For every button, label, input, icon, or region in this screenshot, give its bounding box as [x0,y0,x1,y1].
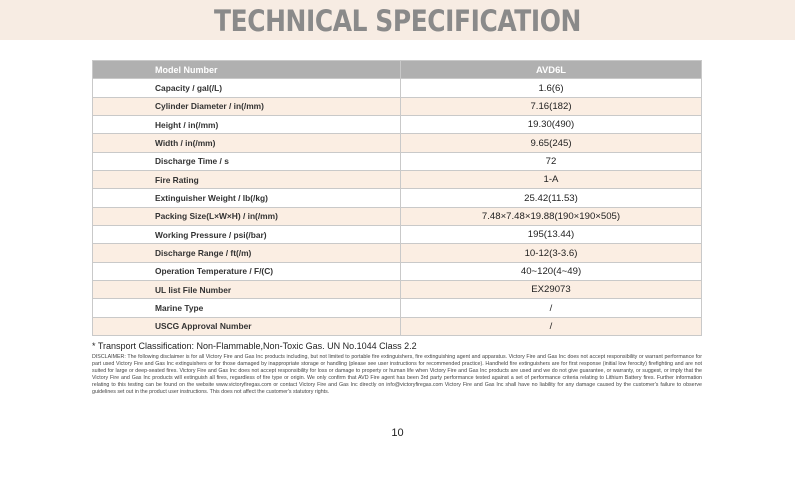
row-label: UL list File Number [93,281,401,299]
spec-table [92,60,702,336]
header-label: Model Number [93,61,401,79]
disclaimer-text: DISCLAIMER: The following disclaimer is for all Victory Fire and Gas Inc products including, but not limited to portable fire extinguishers, fire extinguishing agent and apparatus. Victory Fire and Gas Inc does not accept responsibility or warrant performance for part used Victory Fire and Gas Inc extinguishers or for those damaged by inappropriate storage or handling (please see user instructions for recommended practice). Handheld fire extinguishers are for first response (initial low ferocity) firefighting and are not suited for large or deep-seated fires. Victory Fire and Gas Inc does not accept responsibility for loss or damage to property or human life when Victory Fire and Gas Inc products are used and we do not give guarantee, or warranty, or suggest, or imply that the Victory Fire and Gas Inc products will extinguish all fires, regardless of fire type or origin. We only confirm that AVD Fire agent has been 3rd party performance tested against a set of performance criteria relating to Lithium Battery fires. Further information relating to this testing can be found on the website www.victoryfiregas.com or contact Victory Fire and Gas Inc directly on info@victoryfiregas.com Victory Fire and Gas Inc shall have no liability for any damage caused by the customer's failure to observe guidelines set out in the product user instructions. This does not affect the customer's statutory rights. [92,354,702,396]
table-row [93,207,702,225]
row-value: 72 [401,152,702,170]
row-value: 7.48×7.48×19.88(190×190×505) [401,207,702,225]
table-header-row [93,61,702,79]
row-value: 10-12(3-3.6) [401,244,702,262]
row-label: Operation Temperature / F/(C) [93,262,401,280]
table-row [93,262,702,280]
row-label: Working Pressure / psi(/bar) [93,226,401,244]
row-value: EX29073 [401,281,702,299]
row-value: 25.42(11.53) [401,189,702,207]
transport-classification: * Transport Classification: Non-Flammable,Non-Toxic Gas. UN No.1044 Class 2.2 [92,341,417,351]
row-label: Marine Type [93,299,401,317]
row-label: Packing Size(L×W×H) / in(/mm) [93,207,401,225]
row-label: Discharge Range / ft(/m) [93,244,401,262]
row-value: 7.16(182) [401,97,702,115]
row-label: Cylinder Diameter / in(/mm) [93,97,401,115]
row-label: Width / in(/mm) [93,134,401,152]
table-row [93,317,702,335]
table-row [93,97,702,115]
table-row [93,171,702,189]
table-row [93,281,702,299]
row-label: Discharge Time / s [93,152,401,170]
header-value: AVD6L [401,61,702,79]
row-value: 1.6(6) [401,79,702,97]
row-value: / [401,299,702,317]
row-label: Extinguisher Weight / lb(/kg) [93,189,401,207]
table-row [93,226,702,244]
row-value: / [401,317,702,335]
row-value: 19.30(490) [401,116,702,134]
row-label: Capacity / gal(/L) [93,79,401,97]
row-value: 1-A [401,171,702,189]
row-value: 195(13.44) [401,226,702,244]
page-number: 10 [391,427,404,439]
table-row [93,244,702,262]
table-row [93,116,702,134]
page-title: TECHNICAL SPECIFICATION [214,4,581,38]
row-label: Height / in(/mm) [93,116,401,134]
table-row [93,299,702,317]
row-value: 40~120(4~49) [401,262,702,280]
table-row [93,189,702,207]
table-row [93,79,702,97]
table-row [93,152,702,170]
row-label: Fire Rating [93,171,401,189]
row-value: 9.65(245) [401,134,702,152]
table-row [93,134,702,152]
row-label: USCG Approval Number [93,317,401,335]
